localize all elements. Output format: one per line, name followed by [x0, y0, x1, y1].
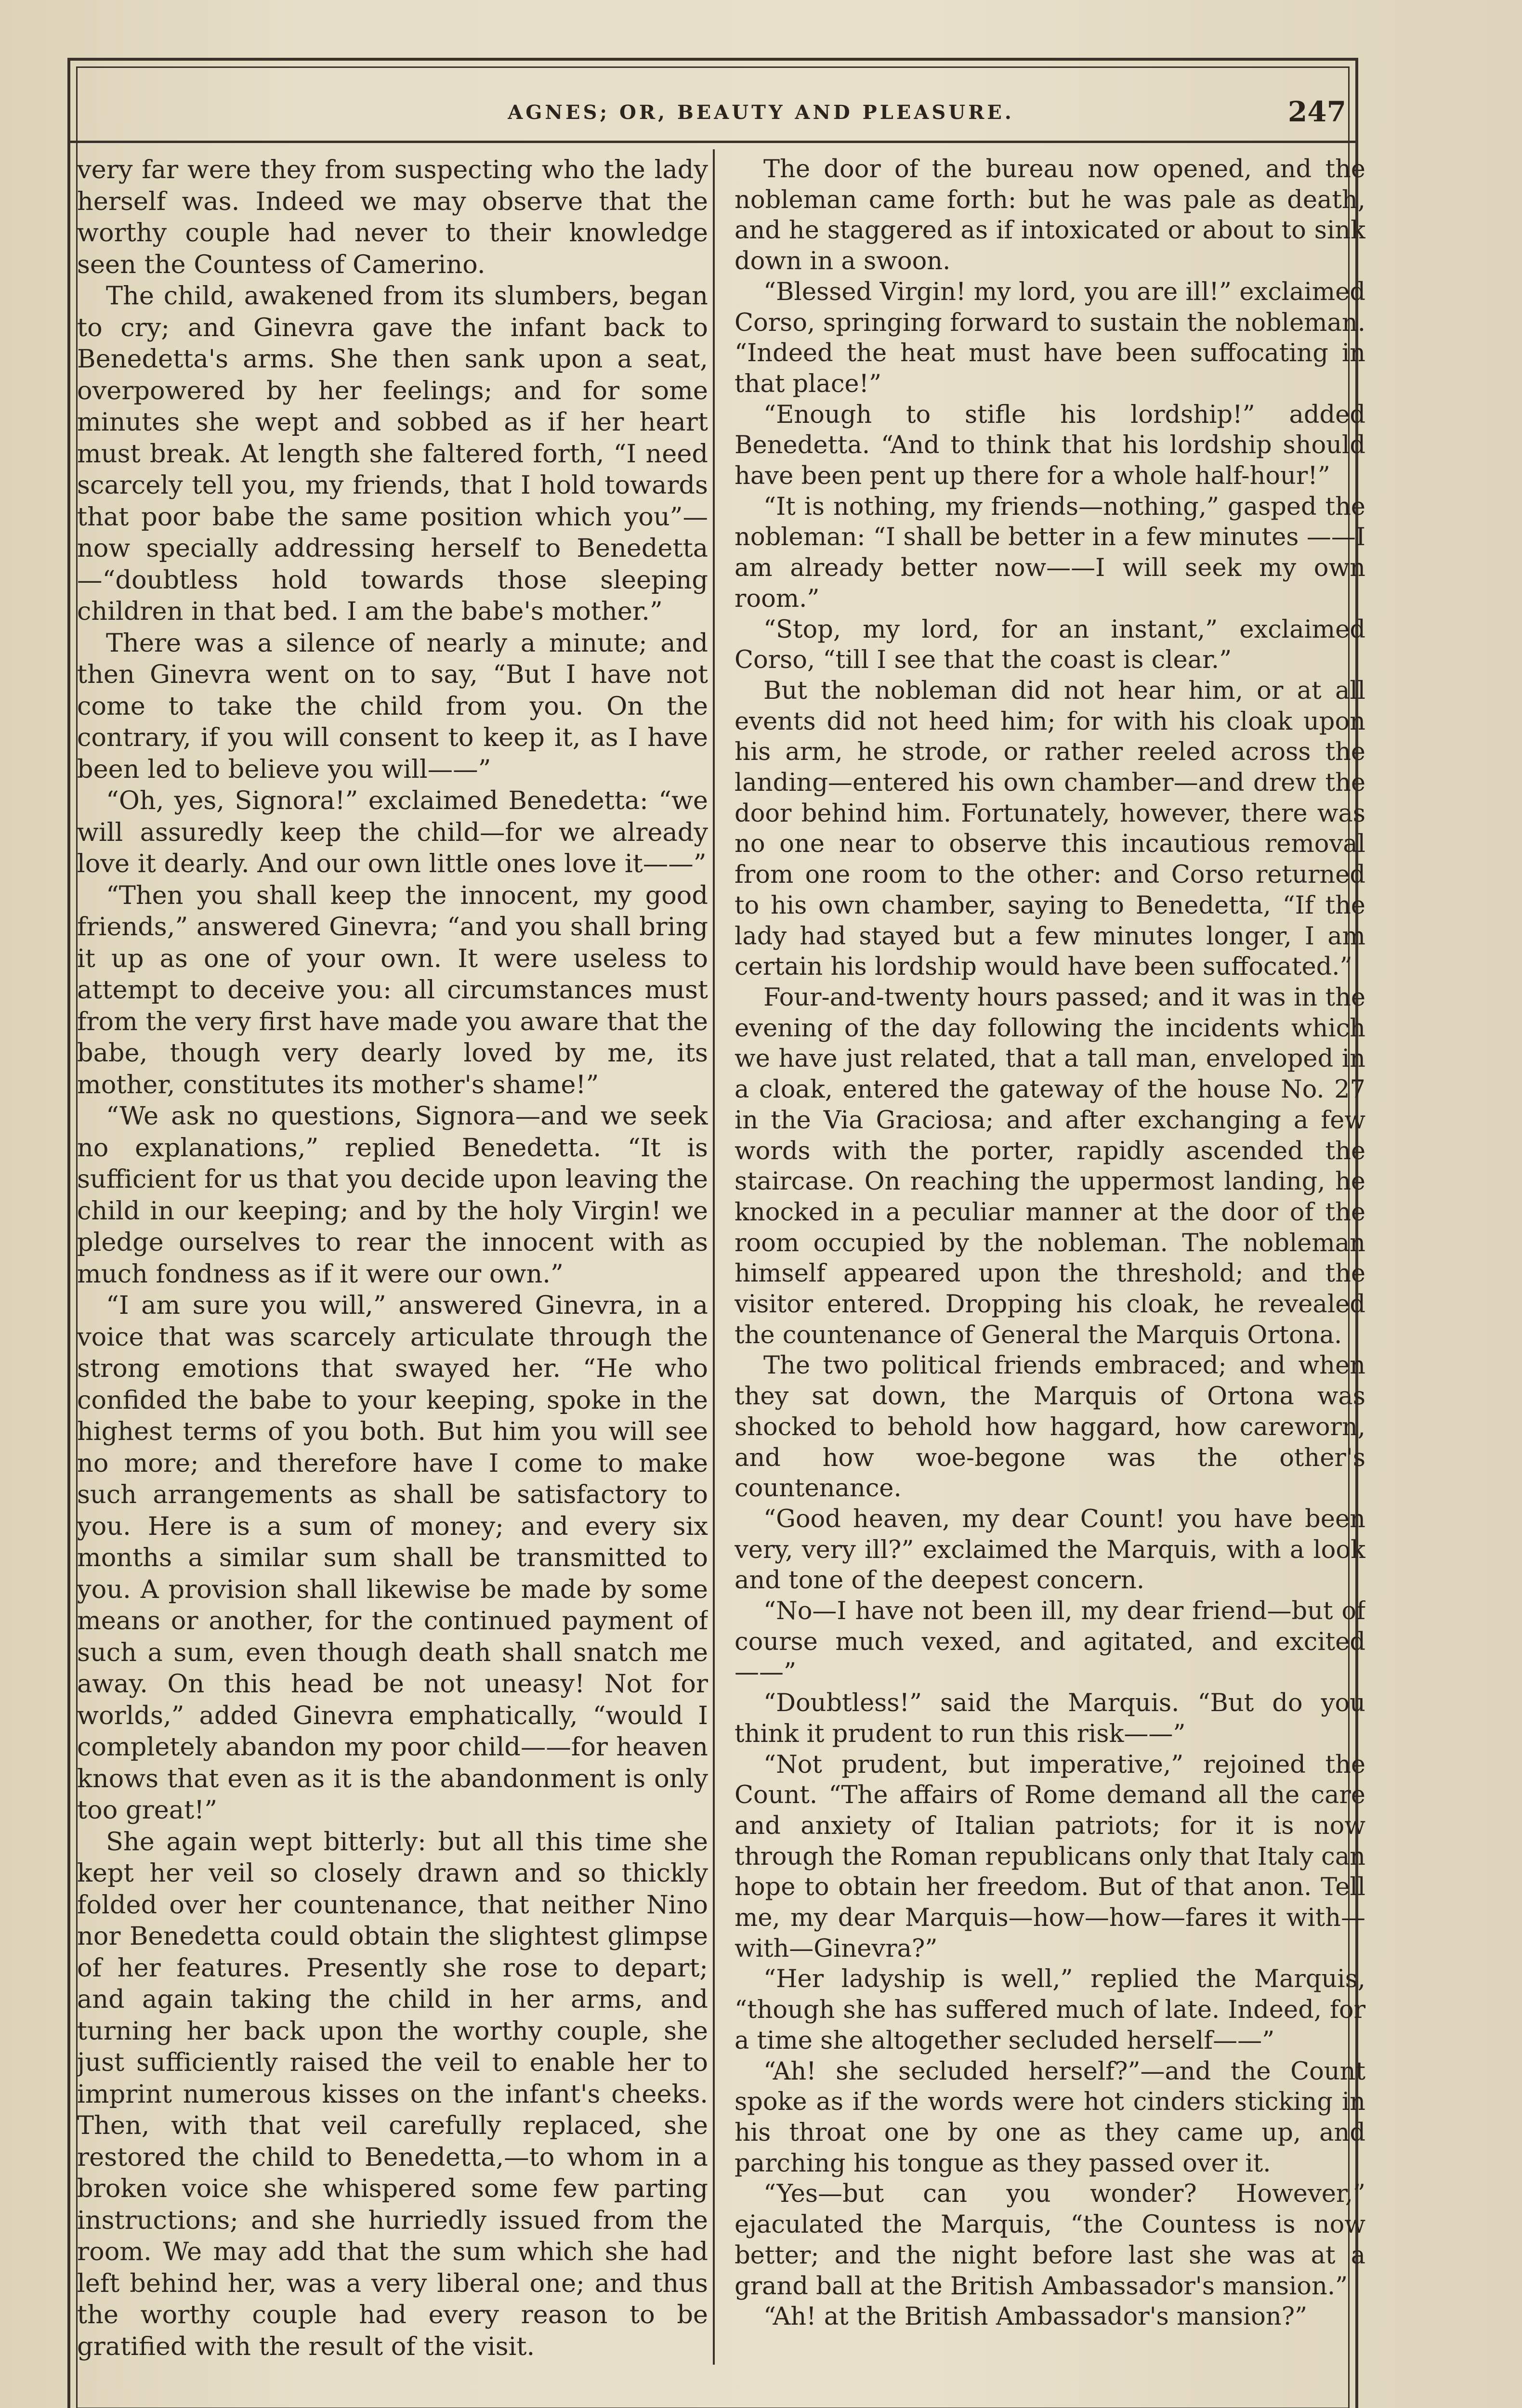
paragraph: “No—I have not been ill, my dear friend—but of course much vexed, and agitated, and excited——” [735, 1597, 1365, 1687]
paragraph: “I am sure you will,” answered Ginevra, in a voice that was scarcely articulate through the strong emotions that swayed her. “He who confided the babe to your keeping, spoke in the highest terms of you both. But him you will see no more; and therefore have I come to make such arrangements as shall be satisfactory to you. Here is a sum of money; and every six months a similar sum shall be transmitted to you. A provision shall likewise be made by some means or another, for the continued payment of such a sum, even though death shall snatch me away. On this head be not uneasy! Not for worlds,” added Ginevra emphatically, “would I completely abandon my poor child——for heaven knows that even as it is the abandonment is only too great!” [77, 1291, 708, 1825]
left-column [77, 154, 708, 2369]
paragraph: “Oh, yes, Signora!” exclaimed Benedetta: “we will assuredly keep the child—for we already love it dearly. And our own little ones love it——” [77, 786, 708, 878]
paragraph: “Ah! she secluded herself?”—and the Count spoke as if the words were hot cinders sticking in his throat one by one as they came up, and parching his tongue as they passed over it. [735, 2057, 1365, 2178]
paragraph: “Her ladyship is well,” replied the Marquis, “though she has suffered much of late. Indeed, for a time she altogether secluded herself——” [735, 1965, 1365, 2055]
paragraph: “Stop, my lord, for an instant,” exclaimed Corso, “till I see that the coast is clear.” [735, 615, 1365, 675]
paragraph: “Then you shall keep the innocent, my good friends,” answered Ginevra; “and you shall bring it up as one of your own. It were useless to attempt to deceive you: all circumstances must from the very first have made you aware that the babe, though very dearly loved by me, its mother, constitutes its mother's shame!” [77, 880, 708, 1099]
paragraph: Four-and-twenty hours passed; and it was in the evening of the day following the incidents which we have just related, that a tall man, enveloped in a cloak, entered the gateway of the house No. 27 in the Via Graciosa; and after exchanging a few words with the porter, rapidly ascended the staircase. On reaching the uppermost landing, he knocked in a peculiar manner at the door of the room occupied by the nobleman. The nobleman himself appeared upon the threshold; and the visitor entered. Dropping his cloak, he revealed the countenance of General the Marquis Ortona. [735, 983, 1365, 1349]
paragraph: very far were they from suspecting who the lady herself was. Indeed we may observe that the worthy couple had never to their knowledge seen the Countess of Camerino. [77, 155, 708, 279]
running-title: AGNES; OR, BEAUTY AND PLEASURE. [508, 101, 1014, 124]
paragraph: “Ah! at the British Ambassador's mansion?” [763, 2303, 1308, 2331]
paragraph: “It is nothing, my friends—nothing,” gasped the nobleman: “I shall be better in a few minutes ——I am already better now——I will seek my own room.” [735, 492, 1365, 613]
paragraph: “Enough to stifle his lordship!” added Benedetta. “And to think that his lordship should have been pent up there for a whole half-hour!” [735, 400, 1365, 491]
column-divider [713, 149, 715, 2365]
paragraph: “We ask no questions, Signora—and we seek no explanations,” replied Benedetta. “It is sufficient for us that you decide upon leaving the child in our keeping; and by the holy Virgin! we pledge ourselves to rear the innocent with as much fondness as if it were our own.” [77, 1101, 708, 1289]
paragraph: She again wept bitterly: but all this time she kept her veil so closely drawn and so thickly folded over her countenance, that neither Nino nor Benedetta could obtain the slightest glimpse of her features. Presently she rose to depart; and again taking the child in her arms, and turning her back upon the worthy couple, she just sufficiently raised the veil to enable her to imprint numerous kisses on the infant's cheeks. Then, with that veil carefully replaced, she restored the child to Benedetta,—to whom in a broken voice she whispered some few parting instructions; and she hurriedly issued from the room. We may add that the sum which she had left behind her, was a very liberal one; and thus the worthy couple had every reason to be gratified with the result of the visit. [77, 1827, 708, 2361]
paragraph: “Blessed Virgin! my lord, you are ill!” exclaimed Corso, springing forward to sustain the nobleman. “Indeed the heat must have been suffocating in that place!” [735, 277, 1365, 398]
paragraph: But the nobleman did not hear him, or at all events did not heed him; for with his cloak upon his arm, he strode, or rather reeled across the landing—entered his own chamber—and drew the door behind him. Fortunately, however, there was no one near to observe this incautious removal from one room to the other: and Corso returned to his own chamber, saying to Benedetta, “If the lady had stayed but a few minutes longer, I am certain his lordship would have been suffocated.” [735, 676, 1365, 982]
paragraph: “Good heaven, my dear Count! you have been very, very ill?” exclaimed the Marquis, with a look and tone of the deepest concern. [735, 1505, 1365, 1595]
paragraph: There was a silence of nearly a minute; and then Ginevra went on to say, “But I have not come to take the child from you. On the contrary, if you will consent to keep it, as I have been led to believe you will——” [77, 628, 708, 784]
page-number: 247 [1287, 95, 1346, 128]
right-column [735, 154, 1365, 2369]
paragraph: “Not prudent, but imperative,” rejoined the Count. “The affairs of Rome demand all the care and anxiety of Italian patriots; for it is now through the Roman republicans only that Italy can hope to obtain her freedom. But of that anon. Tell me, my dear Marquis—how—how—fares it with—with—Ginevra?” [735, 1750, 1365, 1963]
paragraph: The child, awakened from its slumbers, began to cry; and Ginevra gave the infant back to Benedetta's arms. She then sank upon a seat, overpowered by her feelings; and for some minutes she wept and sobbed as if her heart must break. At length she faltered forth, “I need scarcely tell you, my friends, that I hold towards that poor babe the same position which you”—now specially addressing herself to Benedetta—“doubtless hold towards those sleeping children in that bed. I am the babe's mother.” [77, 281, 708, 626]
paragraph: The door of the bureau now opened, and the nobleman came forth: but he was pale as death, and he staggered as if intoxicated or about to sink down in a swoon. [735, 155, 1365, 276]
paragraph: “Doubtless!” said the Marquis. “But do you think it prudent to run this risk——” [735, 1689, 1365, 1748]
paragraph: The two political friends embraced; and when they sat down, the Marquis of Ortona was shocked to behold how haggard, how careworn, and how woe-begone was the other's countenance. [735, 1351, 1365, 1503]
paragraph: “Yes—but can you wonder? However,” ejaculated the Marquis, “the Countess is now better; and the night before last she was at a grand ball at the British Ambassador's mansion.” [735, 2180, 1365, 2301]
header-rule [67, 141, 1358, 143]
